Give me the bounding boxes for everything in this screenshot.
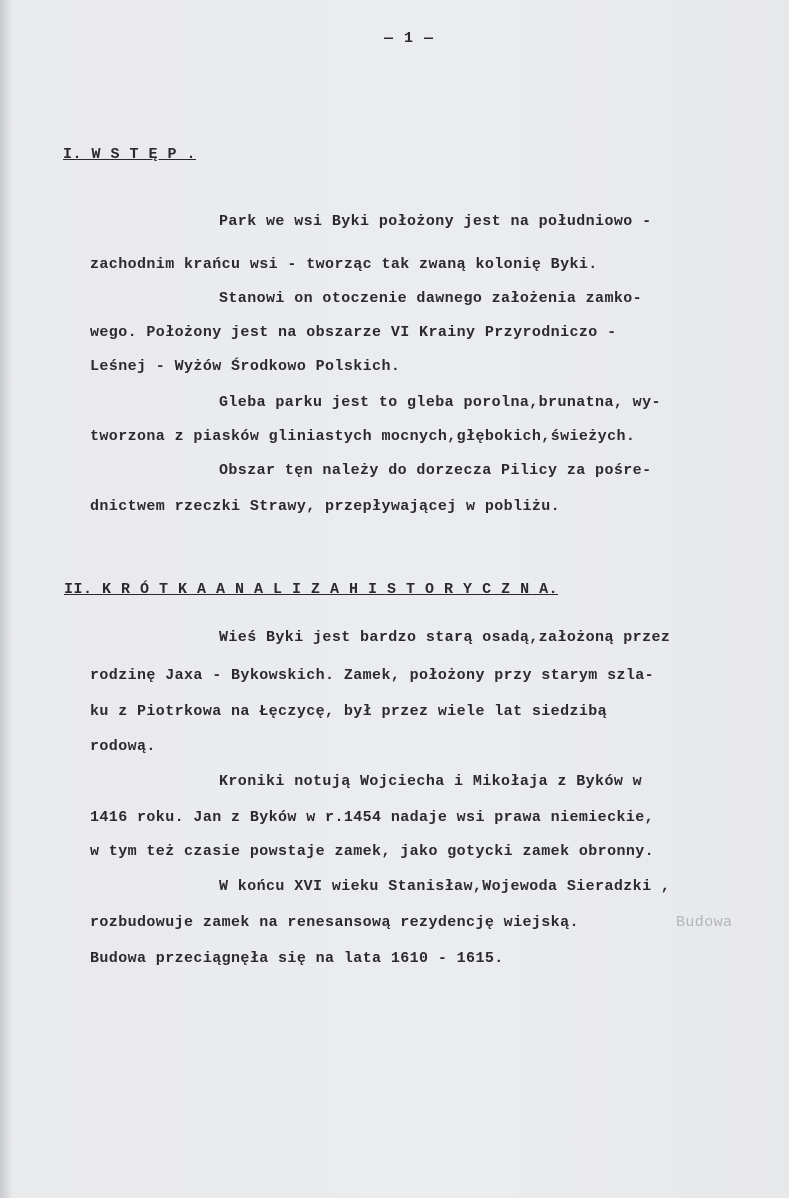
page-number: — 1 —: [384, 30, 435, 47]
text-line: rodzinę Jaxa - Bykowskich. Zamek, położony przy starym szla-: [90, 667, 655, 684]
text-line: ku z Piotrkowa na Łęczycę, był przez wiele lat siedzibą: [90, 703, 608, 720]
text-line: 1416 roku. Jan z Byków w r.1454 nadaje wsi prawa niemieckie,: [90, 809, 655, 826]
text-line: Stanowi on otoczenie dawnego założenia zamko-: [219, 290, 643, 307]
text-line: dnictwem rzeczki Strawy, przepływającej w pobliżu.: [90, 498, 561, 515]
text-line: zachodnim krańcu wsi - tworząc tak zwaną kolonię Byki.: [90, 256, 598, 273]
text-line: w tym też czasie powstaje zamek, jako gotycki zamek obronny.: [90, 843, 655, 860]
page-binding-edge: [0, 0, 10, 1198]
text-line: tworzona z piasków gliniastych mocnych,głębokich,świeżych.: [90, 428, 636, 445]
text-line: Leśnej - Wyżów Środkowo Polskich.: [90, 358, 401, 375]
text-line: Gleba parku jest to gleba porolna,brunatna, wy-: [219, 394, 661, 411]
text-line: W końcu XVI wieku Stanisław,Wojewoda Sieradzki ,: [219, 878, 671, 895]
faint-strikethrough-word: Budowa: [676, 914, 733, 931]
text-line: Budowa przeciągnęła się na lata 1610 - 1615.: [90, 950, 504, 967]
text-line: rozbudowuje zamek na renesansową rezydencję wiejską.: [90, 914, 579, 931]
text-line: wego. Położony jest na obszarze VI Krainy Przyrodniczo -: [90, 324, 617, 341]
section-heading-analiza: II. K R Ó T K A A N A L I Z A H I S T O R Y C Z N A.: [64, 581, 559, 598]
text-line: Wieś Byki jest bardzo starą osadą,założoną przez: [219, 629, 671, 646]
text-line: rodową.: [90, 738, 156, 755]
text-line: Obszar tęn należy do dorzecza Pilicy za pośre-: [219, 462, 652, 479]
text-line: Park we wsi Byki położony jest na południowo -: [219, 213, 652, 230]
text-line: Kroniki notują Wojciecha i Mikołaja z Byków w: [219, 773, 643, 790]
section-heading-wstep: I. W S T Ę P .: [63, 146, 197, 163]
